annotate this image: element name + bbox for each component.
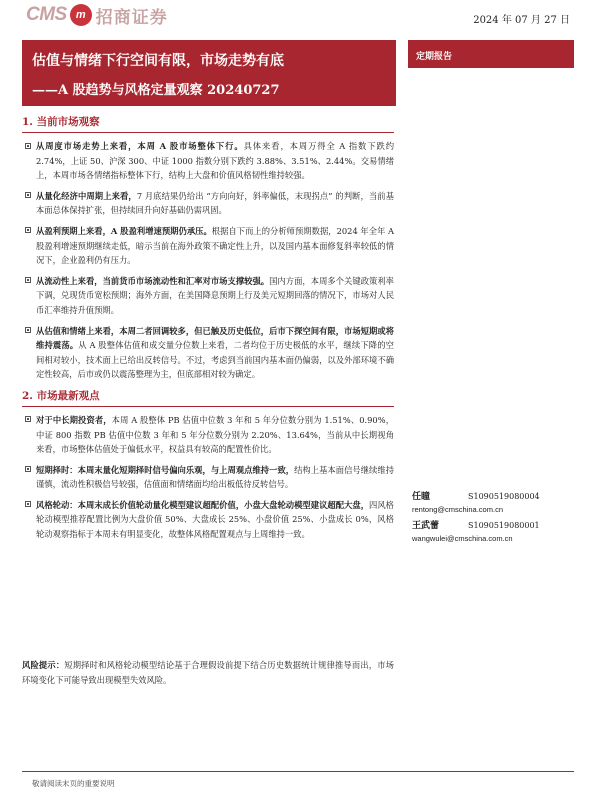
analyst-email[interactable]: rentong@cmschina.com.cn	[412, 505, 503, 514]
report-type-banner	[408, 40, 574, 68]
analyst-email[interactable]: wangwulei@cmschina.com.cn	[412, 534, 513, 543]
risk-label: 风险提示：	[22, 660, 65, 670]
footer-note: 敬请阅读末页的重要说明	[32, 779, 115, 788]
report-date: 2024 年 07 月 27 日	[473, 15, 570, 26]
bullet-item: 从估值和情绪上来看，本周二者回调较多，但已触及历史低位，后市下探空间有限，市场短期或将维持震荡。从 A 股整体估值和成交量分位数上来看，二者均位于历史极低的水平，继续下降的空间相对较小，技术面上已给出反转信号。不过，考虑到当前国内基本面仍偏弱，以及外部环境不确定性较高，后市或仍以震荡整理为主，但底部相对较为确定。	[22, 324, 394, 382]
section-heading-market-observation: 1. 当前市场观察	[22, 114, 394, 133]
square-bullet-icon	[25, 501, 31, 507]
logo-chinese: 招商证券	[95, 7, 168, 28]
square-bullet-icon	[25, 416, 31, 422]
section-heading-latest-views: 2. 市场最新观点	[22, 388, 394, 407]
risk-text: 短期择时和风格轮动模型结论基于合理假设前提下结合历史数据统计规律推导而出，市场环境变化下可能导致出现模型失效风险。	[22, 660, 394, 685]
analyst-name: 任瞳	[412, 492, 431, 502]
bullet-item: 短期择时：本周末量化短期择时信号偏向乐观，与上周观点维持一致，结构上基本面信号继续维持谨慎，流动性积极信号较强，估值面和情绪面均给出板低待反转信号。	[22, 463, 394, 492]
bullet-item: 从量化经济中周期上来看，7 月底结果仍给出 “方向向好，斜率偏低，末现拐点” 的判断，当前基本面总体保持扩张，但持续回升向好基础仍需巩固。	[22, 189, 394, 218]
square-bullet-icon	[25, 143, 31, 149]
report-subtitle: ——A 股趋势与风格定量观察 20240727	[32, 83, 280, 98]
analyst-license: S1090519080001	[468, 521, 540, 530]
company-logo	[26, 2, 168, 28]
analyst-card	[412, 489, 540, 514]
analyst-card	[412, 518, 540, 543]
main-content	[22, 108, 394, 542]
page-header	[0, 0, 600, 32]
bullet-item: 从盈利预期上来看，A 股盈利增速预期仍承压。根据自下而上的分析师预期数据，2024 年全年 A 股盈利增速预期继续走低，暗示当前在海外政策不确定性上升，以及国内基本面修复斜率较低的情况下，企业盈利仍有压力。	[22, 224, 394, 268]
square-bullet-icon	[25, 466, 31, 472]
square-bullet-icon	[25, 192, 31, 198]
bullet-item: 从周度市场走势上来看，本周 A 股市场整体下行。具体来看，本周万得全 A 指数下跌约 2.74%，上证 50、沪深 300、中证 1000 指数分别下跌约 3.88%、3.51%、2.44%。交易情绪上，本周市场各情绪指标整体下行，结构上大盘和价值风格韧性维持较强。	[22, 139, 394, 183]
bullet-item: 从流动性上来看，当前货币市场流动性和汇率对市场支撑较强。国内方面，本周多个关键政策利率下调，兑现货币宽松预期；海外方面，在美国降息预期上行及美元短期回落的情况下，市场对人民币汇率维持升值预期。	[22, 274, 394, 318]
analyst-name: 王武蕾	[412, 521, 440, 531]
report-title-banner	[22, 40, 396, 106]
report-title: 估值与情绪下行空间有限，市场走势有底	[32, 53, 284, 69]
bullet-item: 风格轮动：本周末成长价值轮动量化模型建议超配价值，小盘大盘轮动模型建议超配大盘，四风格轮动模型推荐配置比例为大盘价值 50%、大盘成长 25%、小盘价值 25%、小盘成长 0%，风格轮动观察指标于本周未有明显变化，故整体风格配置观点与上周维持一致。	[22, 498, 394, 542]
logo-latin: CMS	[26, 4, 67, 25]
risk-warning	[22, 658, 394, 687]
footer-divider	[22, 771, 574, 772]
report-type-label: 定期报告	[416, 52, 453, 62]
square-bullet-icon	[25, 227, 31, 233]
logo-badge-icon: m	[70, 4, 92, 26]
square-bullet-icon	[25, 327, 31, 333]
bullet-item: 对于中长期投资者，本周 A 股整体 PB 估值中位数 3 年和 5 年分位数分别为 1.51%、0.90%，中证 800 指数 PB 估值中位数 3 年和 5 年分位数分别为 2.20%、13.64%，当前从中长期视角来看，市场整体估值处于偏低水平，权益具有较高的配置性价比。	[22, 413, 394, 457]
square-bullet-icon	[25, 277, 31, 283]
analyst-license: S1090519080004	[468, 492, 540, 501]
